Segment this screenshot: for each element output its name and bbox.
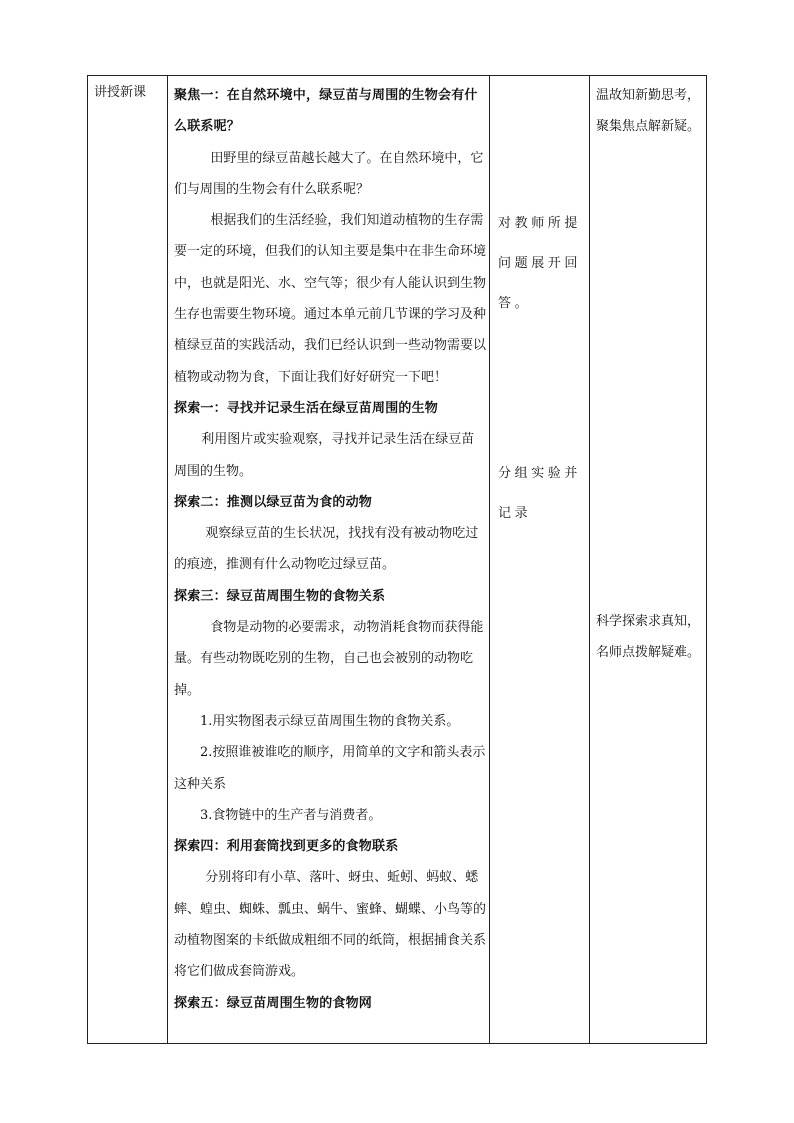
explore-2-title: 探索二：推测以绿豆苗为食的动物 xyxy=(174,494,373,510)
explore-1-title: 探索一：寻找并记录生活在绿豆苗周围的生物 xyxy=(174,400,439,416)
design-intent-1: 温故知新勤思考，聚集焦点解新疑。 xyxy=(596,88,701,135)
stage-label: 讲授新课 xyxy=(94,85,147,100)
teacher-content xyxy=(174,80,486,1019)
student-activity-1: 对教师所提问题展开回答。 xyxy=(498,216,582,311)
explore-1-text: 利用图片或实验观察，寻找并记录生活在绿豆苗周围的生物。 xyxy=(174,432,475,479)
explore-3-item-2: 2.按照谁被谁吃的顺序，用简单的文字和箭头表示这种关系 xyxy=(174,745,486,792)
explore-4-text: 分别将印有小草、落叶、蚜虫、蚯蚓、蚂蚁、蟋蟀、蝗虫、蜘蛛、瓢虫、蜗牛、蜜蜂、蝴蝶、小鸟等的动植物图案的卡纸做成粗细不同的纸筒，根据捕食关系将它们做成套筒游戏。 xyxy=(174,870,487,980)
design-intent-2: 科学探索求真知，名师点拨解疑难。 xyxy=(596,614,701,661)
explore-4-title: 探索四：利用套筒找到更多的食物联系 xyxy=(174,839,399,855)
design-intent-column xyxy=(590,76,707,1043)
explore-3-title: 探索三：绿豆苗周围生物的食物关系 xyxy=(174,588,386,604)
student-activity-2: 分组实验并记录 xyxy=(498,466,582,521)
teacher-activity-column xyxy=(168,76,490,1043)
explore-3-item-3: 3.食物链中的生产者与消费者。 xyxy=(200,807,382,823)
explore-3-item-1: 1.用实物图表示绿豆苗周围生物的食物关系。 xyxy=(200,713,460,729)
explore-5-title: 探索五：绿豆苗周围生物的食物网 xyxy=(174,995,373,1011)
focus-paragraph-1: 田野里的绿豆苗越长越大了。在自然环境中，它们与周围的生物会有什么联系呢？ xyxy=(174,150,484,197)
lesson-plan-table xyxy=(87,75,707,1044)
stage-column xyxy=(88,76,168,1043)
focus-title: 聚焦一：在自然环境中，绿豆苗与周围的生物会有什么联系呢？ xyxy=(174,88,478,135)
explore-2-text: 观察绿豆苗的生长状况，找找有没有被动物吃过的痕迹，推测有什么动物吃过绿豆苗。 xyxy=(174,526,479,573)
explore-3-text: 食物是动物的必要需求，动物消耗食物而获得能量。有些动物既吃别的生物，自己也会被别的动物吃掉。 xyxy=(174,620,484,698)
student-activity-column xyxy=(490,76,590,1043)
focus-paragraph-2: 根据我们的生活经验，我们知道动植物的生存需要一定的环境，但我们的认知主要是集中在非生命环境中，也就是阳光、水、空气等；很少有人能认识到生物生存也需要生物环境。通过本单元前几节课的学习及种植绿豆苗的实践活动，我们已经认识到一些动物需要以植物或动物为食，下面让我们好好研究一下吧！ xyxy=(174,213,487,385)
